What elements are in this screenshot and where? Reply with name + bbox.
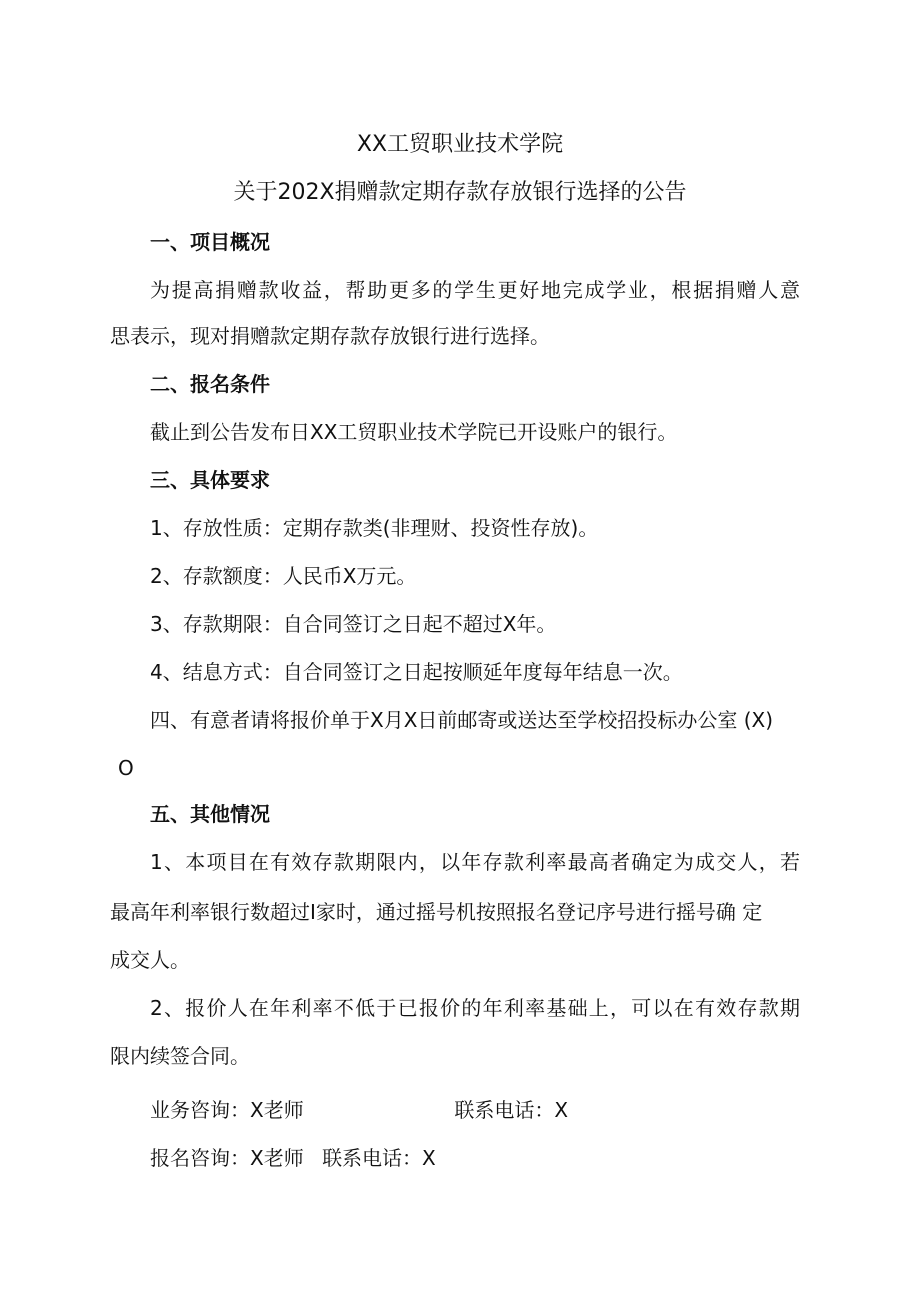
section-5-item-2-line-1: 2、报价人在年利率不低于已报价的年利率基础上，可以在有效存款期 [150, 996, 800, 1020]
signup-contact-phone: 联系电话：X [322, 1146, 436, 1170]
title-line-1: XX工贸职业技术学院 [356, 132, 564, 157]
section-1-paragraph-line-1: 为提高捐赠款收益，帮助更多的学生更好地完成学业，根据捐赠人意 [150, 278, 800, 302]
business-contact-label: 业务咨询：X老师 [150, 1098, 304, 1122]
section-2-heading: 二、报名条件 [150, 372, 270, 396]
section-5-heading: 五、其他情况 [150, 802, 270, 826]
section-5-item-1-line-1: 1、本项目在有效存款期限内，以年存款利率最高者确定为成交人，若 [150, 850, 800, 874]
business-contact-phone: 联系电话：X [454, 1098, 569, 1122]
requirement-item-1: 1、存放性质：定期存款类(非理财、投资性存放)。 [150, 516, 599, 540]
signup-contact-label: 报名咨询：X老师 [150, 1146, 304, 1170]
section-5-item-1-line-2: 最高年利率银行数超过I家时，通过摇号机按照报名登记序号进行摇号确 定 [110, 900, 763, 924]
requirement-item-3: 3、存款期限：自合同签订之日起不超过X年。 [150, 612, 557, 636]
section-5-item-2-line-2: 限内续签合同。 [110, 1044, 250, 1068]
requirement-item-2: 2、存款额度：人民币X万元。 [150, 564, 417, 588]
section-4-line-2: O [118, 756, 134, 780]
section-1-heading: 一、项目概况 [150, 230, 270, 254]
section-2-paragraph: 截止到公告发布日XX工贸职业技术学院已开设账户的银行。 [150, 420, 678, 444]
business-contact-row [150, 1096, 568, 1124]
title-line-2: 关于202X捐赠款定期存款存放银行选择的公告 [233, 180, 687, 205]
section-1-paragraph-line-2: 思表示，现对捐赠款定期存款存放银行进行选择。 [110, 324, 550, 348]
requirement-item-4: 4、结息方式：自合同签订之日起按顺延年度每年结息一次。 [150, 660, 683, 684]
section-3-heading: 三、具体要求 [150, 468, 270, 492]
signup-contact-row [150, 1144, 436, 1172]
section-5-item-1-line-3: 成交人。 [110, 948, 190, 972]
section-4-line-1: 四、有意者请将报价单于X月X日前邮寄或送达至学校招投标办公室 (X) [150, 708, 774, 732]
